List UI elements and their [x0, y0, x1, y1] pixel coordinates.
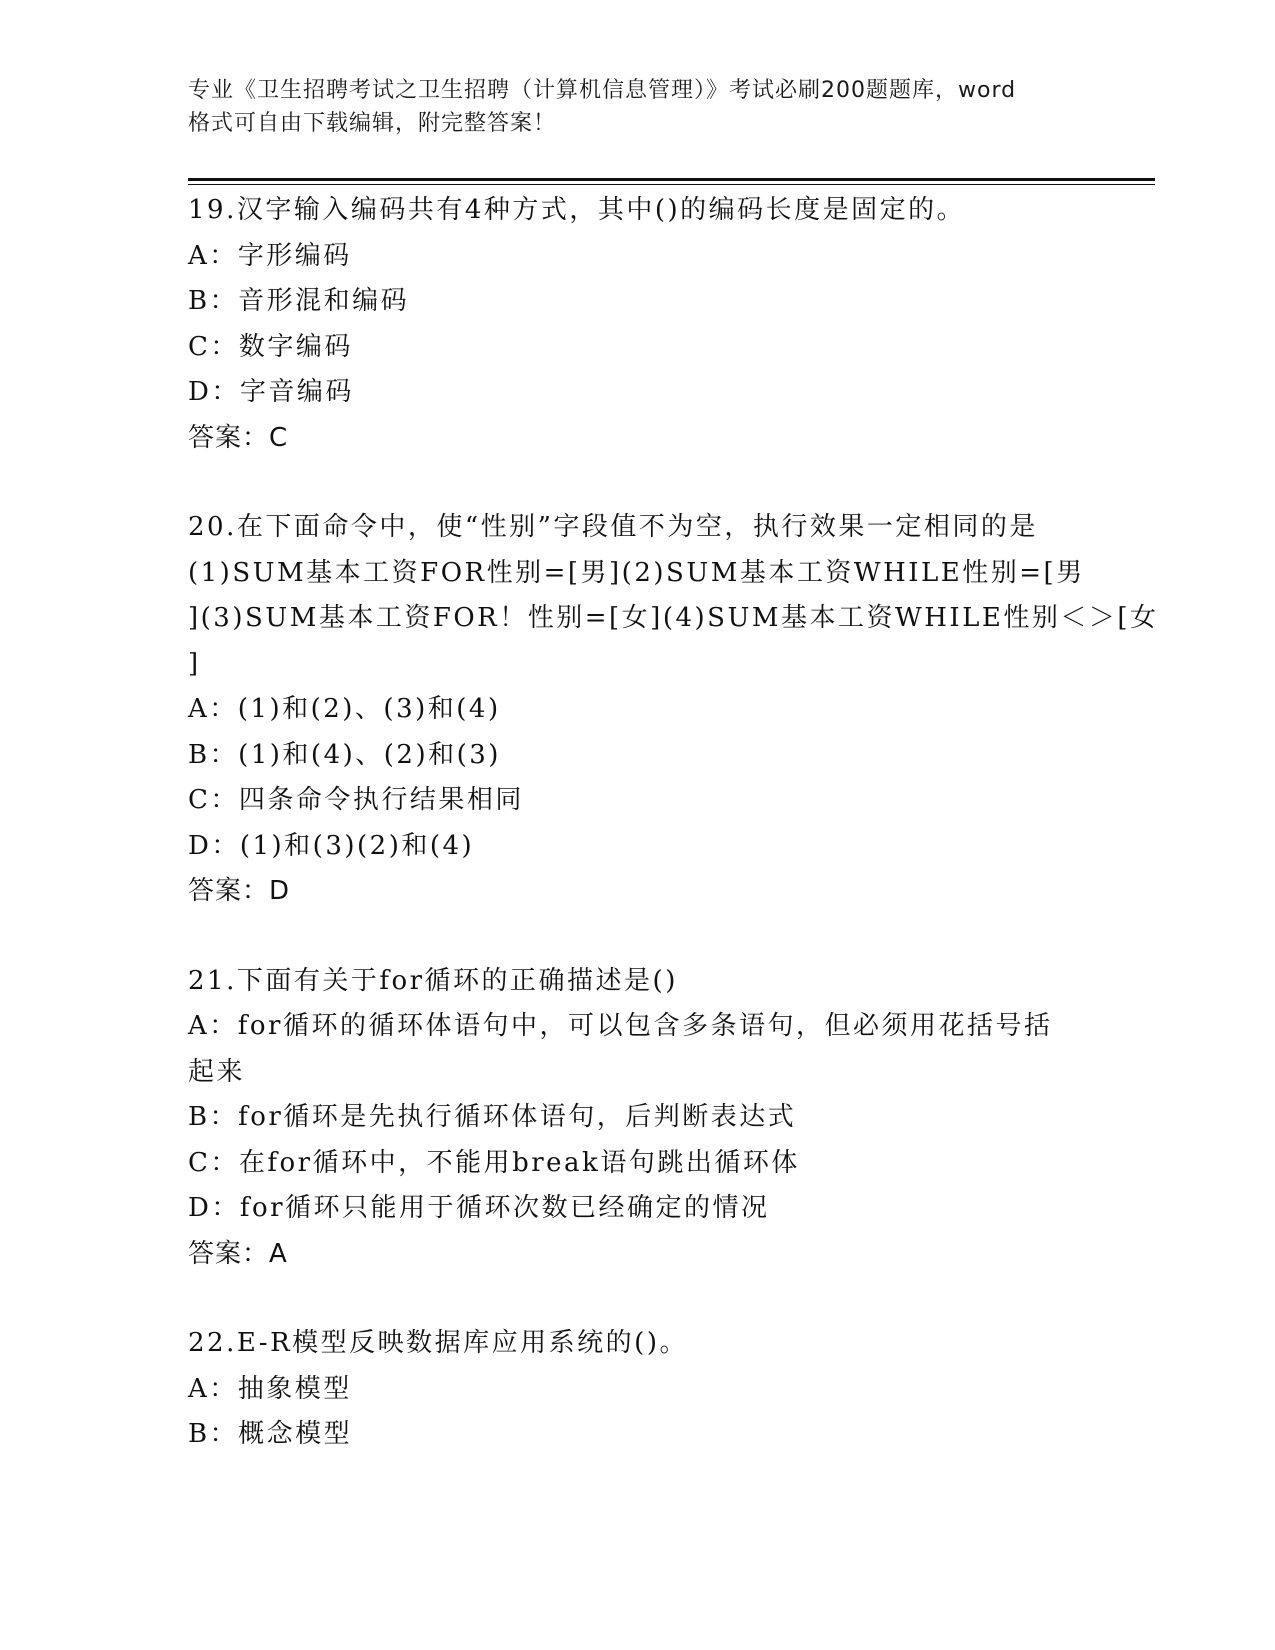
question-stem-line: (1)SUM基本工资FOR性别=[男](2)SUM基本工资WHILE性别=[男 — [188, 557, 1085, 588]
answer-option: 起来 — [188, 1056, 246, 1087]
question-stem-line: ](3)SUM基本工资FOR！性别=[女](4)SUM基本工资WHILE性别＜＞[女 — [188, 603, 1159, 633]
question-stem-line: 20.在下面命令中，使“性别”字段值不为空，执行效果一定相同的是 — [188, 512, 1038, 542]
question-block — [188, 1321, 1088, 1458]
question-block — [188, 505, 1159, 915]
answer-option: B：for循环是先执行循环体语句，后判断表达式 — [188, 1102, 797, 1132]
question-block — [188, 959, 1088, 1278]
answer-option: C：四条命令执行结果相同 — [188, 785, 524, 815]
answer-option: D：字音编码 — [188, 377, 354, 407]
question-stem-line: 22.E-R模型反映数据库应用系统的()。 — [188, 1328, 688, 1358]
question-stem-line: 19.汉字输入编码共有4种方式，其中()的编码长度是固定的。 — [188, 195, 966, 225]
answer-option: A：for循环的循环体语句中，可以包含多条语句，但必须用花括号括 — [188, 1011, 1053, 1041]
answer-option: C：在for循环中，不能用break语句跳出循环体 — [188, 1147, 800, 1178]
question-list — [188, 188, 1159, 1502]
answer-option: B：概念模型 — [188, 1419, 353, 1449]
answer-option: A：(1)和(2)、(3)和(4) — [188, 694, 501, 724]
header-divider-thick — [188, 178, 1155, 181]
document-header — [188, 74, 1088, 140]
header-line-2: 格式可自由下载编辑，附完整答案！ — [188, 111, 557, 136]
answer-option: B：音形混和编码 — [188, 286, 410, 316]
answer-key: 答案：C — [188, 422, 289, 453]
question-block — [188, 188, 1088, 461]
answer-option: D：(1)和(3)(2)和(4) — [188, 830, 475, 861]
answer-option: A：字形编码 — [188, 240, 352, 271]
answer-option: A：抽象模型 — [188, 1373, 352, 1404]
header-line-1: 专业《卫生招聘考试之卫生招聘（计算机信息管理）》考试必刷200题题库，word — [188, 78, 1017, 103]
question-stem-line: 21.下面有关于for循环的正确描述是() — [188, 965, 678, 996]
answer-key: 答案：A — [188, 1238, 288, 1269]
answer-key: 答案：D — [188, 876, 291, 906]
answer-option: C：数字编码 — [188, 331, 353, 362]
header-divider-thin — [188, 184, 1155, 185]
question-stem-line: ] — [188, 648, 201, 679]
answer-option: D：for循环只能用于循环次数已经确定的情况 — [188, 1193, 770, 1223]
answer-option: B：(1)和(4)、(2)和(3) — [188, 739, 501, 770]
